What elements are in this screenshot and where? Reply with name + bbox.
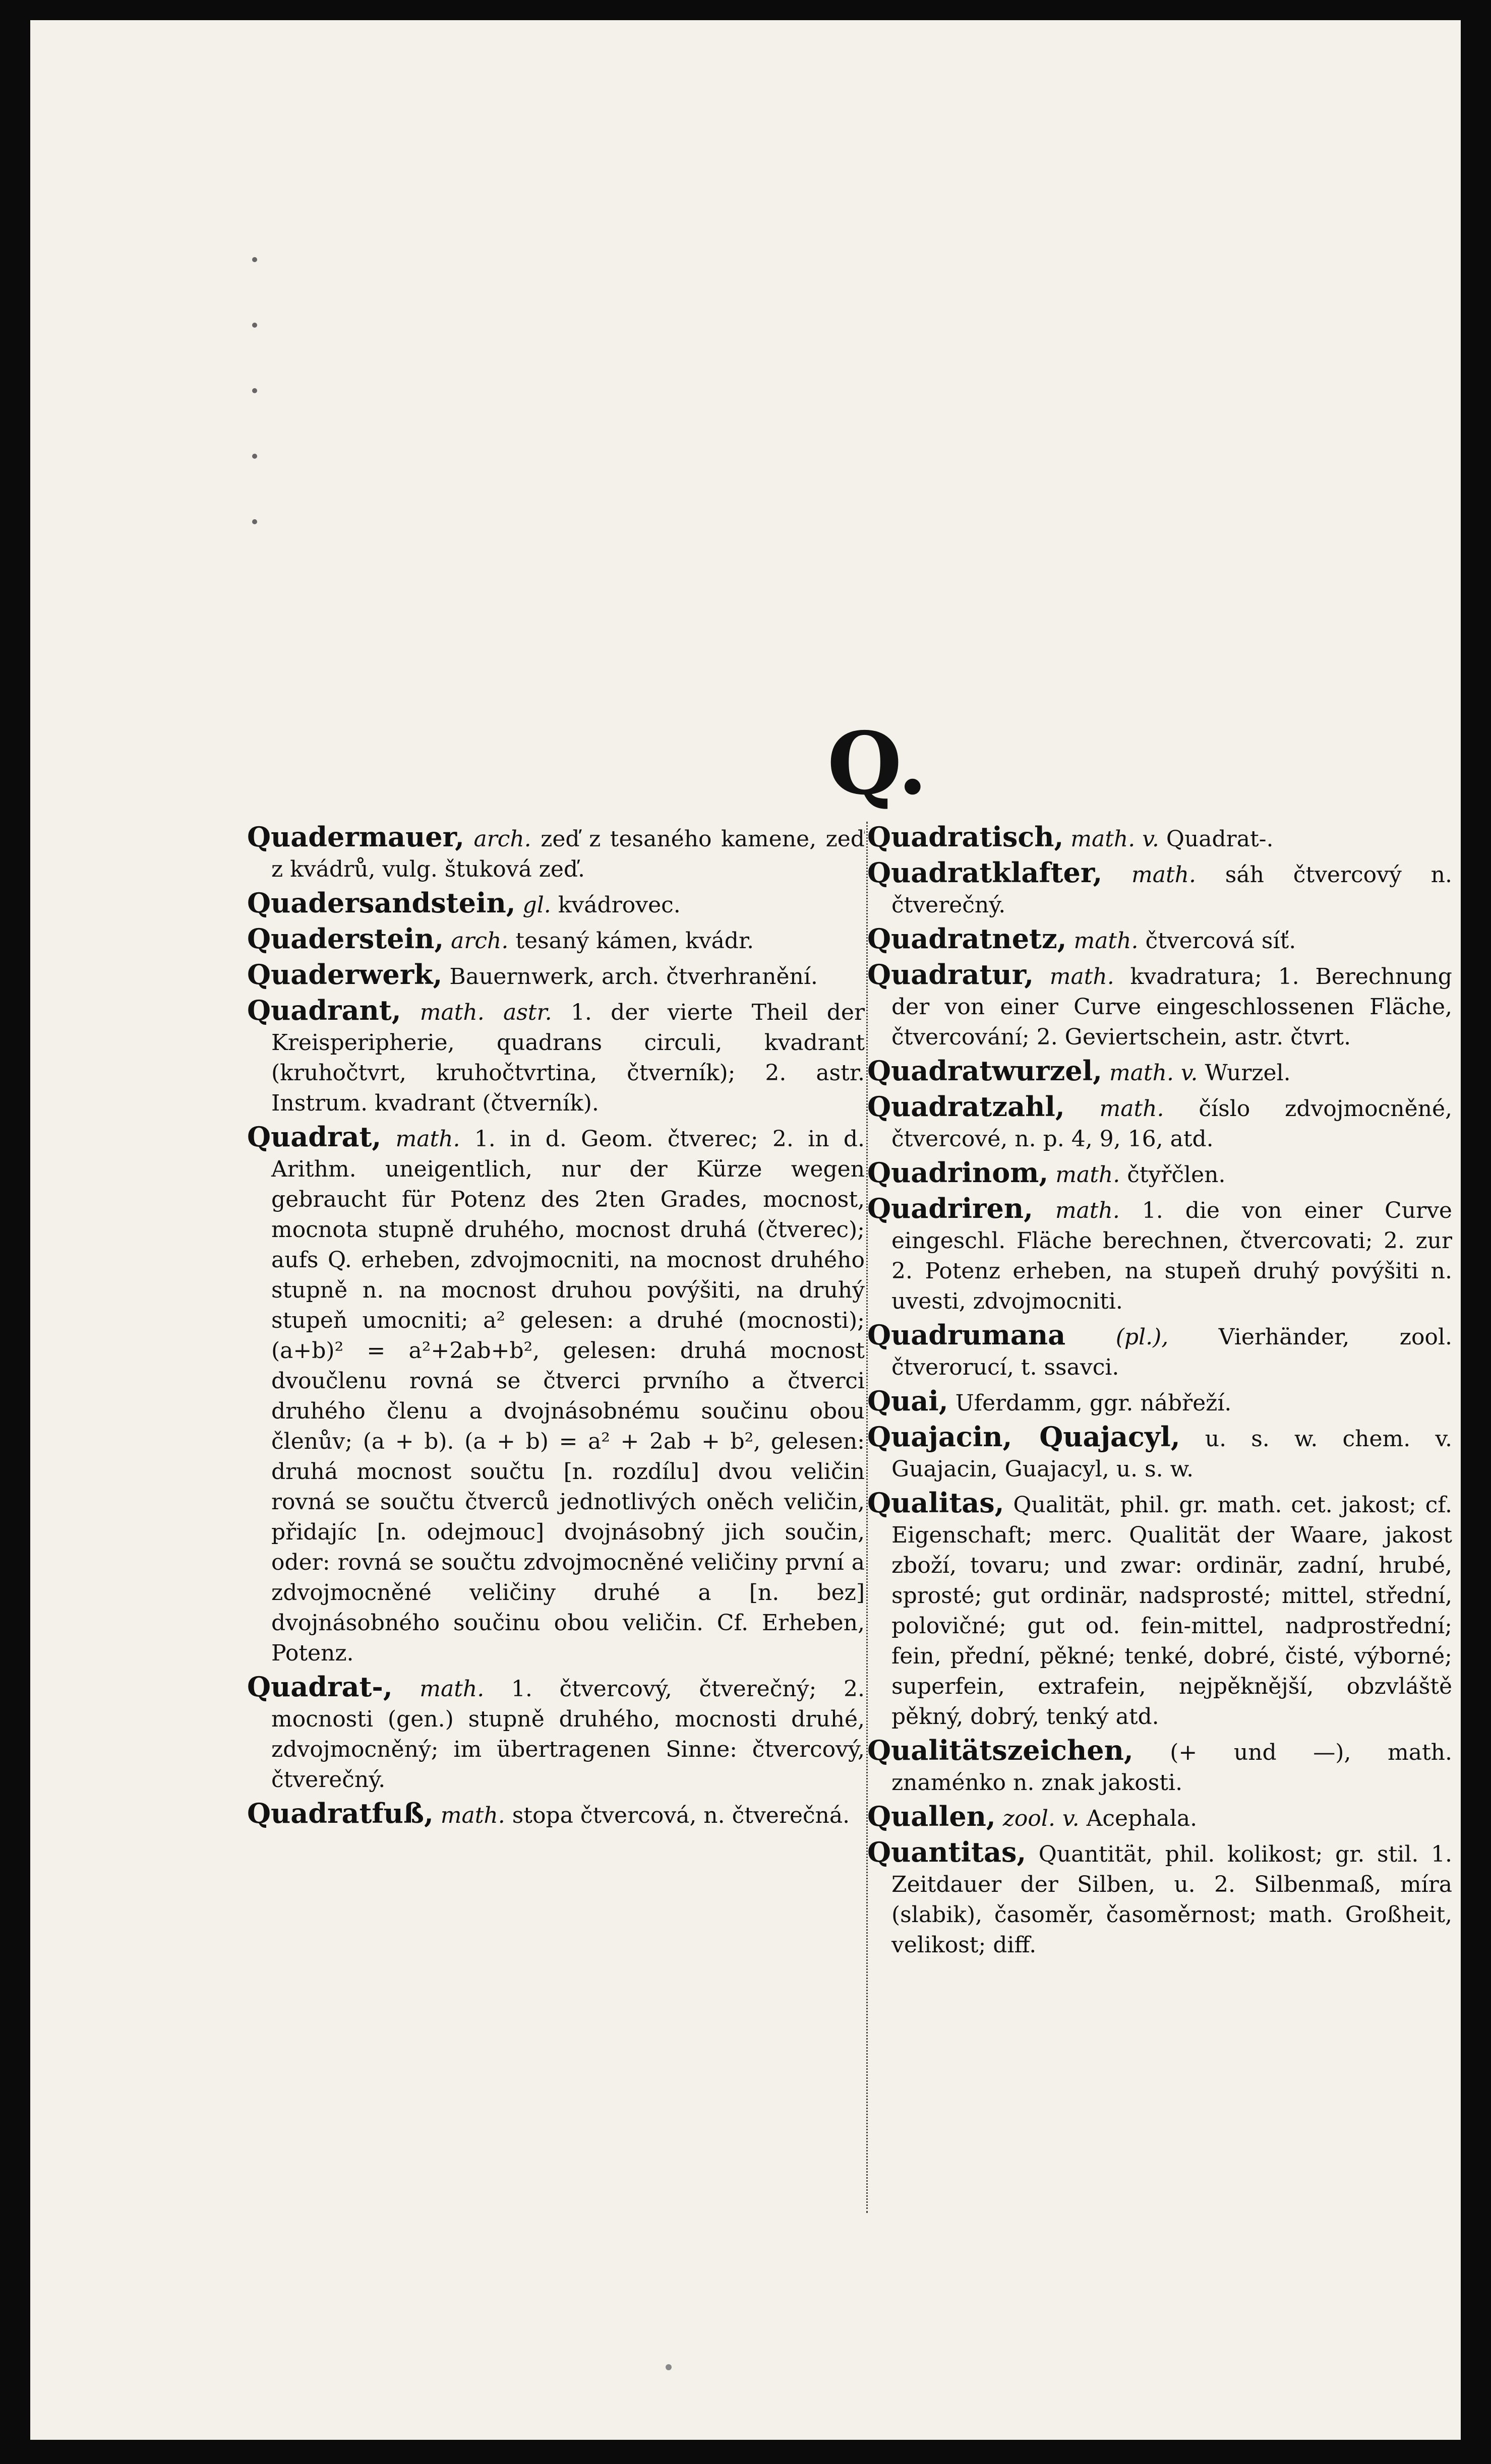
dictionary-entry <box>867 1320 1452 1383</box>
entry-definition: tesaný kámen, kvádr. <box>515 928 754 954</box>
dictionary-entry <box>247 959 865 992</box>
entry-label: math. <box>1049 964 1114 990</box>
dictionary-entry <box>867 1157 1452 1190</box>
dictionary-entry <box>247 822 865 885</box>
entry-label: math. <box>1055 1162 1120 1188</box>
entry-headword: Quadermauer, <box>247 822 464 853</box>
right-column <box>867 822 1452 2410</box>
dictionary-entry <box>867 1488 1452 1732</box>
entry-definition: Qualität, phil. gr. math. cet. jakost; cf. Eigenschaft; merc. Qualität der Waare, jakost zboží, tovaru; und zwar: ordinär, zadní, hrubé, sprosté; gut ordinär, nadsprosté; mittel, střední, polovičné; gut od. fein-mittel, nadprostřední; fein, přední, pěkné; tenké, dobré, čisté, výborné; superfein, extrafein, nejpěknější, obzvláště pěkný, dobrý, tenký atd. <box>891 1492 1452 1730</box>
dictionary-entry <box>867 1422 1452 1485</box>
dictionary-entry <box>867 1735 1452 1798</box>
dictionary-entry <box>247 1798 865 1831</box>
dictionary-entry <box>247 995 865 1119</box>
entry-headword: Quadrat, <box>247 1121 382 1153</box>
dictionary-entry <box>867 1091 1452 1154</box>
entry-definition: číslo zdvojmocněné, čtvercové, n. p. 4, 9, 16, atd. <box>891 1096 1452 1152</box>
entry-headword: Quadratnetz, <box>867 922 1067 955</box>
left-column <box>247 822 865 2410</box>
entry-headword: Quadrumana <box>867 1319 1066 1351</box>
entry-definition: 1. in d. Geom. čtverec; 2. in d. Arithm. uneigentlich, nur der Kürze wegen gebraucht für Potenz des 2ten Grades, mocnost, mocnota stupně druhého, mocnost druhá (čtverec); aufs Q. erheben, zdvojmocniti, na mocnost druhého stupně n. na mocnost druhou povýšiti, na druhý stupeň umocniti; a² gelesen: a druhé (mocnosti); (a+b)² = a²+2ab+b², gelesen: druhá mocnost dvoučlenu rovná se čtverci prvního a čtverci druhého členu a dvojnásobnému součinu obou členův; (a + b). (a + b) = a² + 2ab + b², gelesen: druhá mocnost součtu [n. rozdílu] dvou veličin rovná se součtu čtverců jednotlivých oněch veličin, přidajíc [n. odejmouc] dvojnásobný jich součin, oder: rovná se součtu zdvojmocněné veličiny první a zdvojmocněné veličiny druhé a [n. bez] dvojnásobného součinu obou veličin. Cf. Erheben, Potenz. <box>271 1126 865 1666</box>
entry-label: gl. <box>522 892 551 918</box>
dictionary-entry <box>867 923 1452 956</box>
entry-definition: kvádrovec. <box>558 892 681 918</box>
entry-definition: Wurzel. <box>1205 1060 1291 1086</box>
section-letter: Q. <box>827 713 928 814</box>
entry-headword: Quadratwurzel, <box>867 1055 1102 1087</box>
entry-definition: čtvercová síť. <box>1145 928 1296 954</box>
entry-label: arch. <box>451 928 509 954</box>
margin-marks <box>252 257 262 711</box>
entry-headword: Quantitas, <box>867 1836 1027 1868</box>
entry-headword: Quadratzahl, <box>867 1090 1065 1123</box>
entry-definition: Acephala. <box>1086 1806 1198 1831</box>
dictionary-entry <box>247 1672 865 1795</box>
entry-headword: Quadratklafter, <box>867 856 1103 889</box>
entry-label: zool. v. <box>1002 1806 1080 1831</box>
entry-definition: Quantität, phil. kolikost; gr. stil. 1. Zeitdauer der Silben, u. 2. Silbenmaß, míra (slabik), časoměr, časoměrnost; math. Großheit, velikost; diff. <box>891 1841 1452 1958</box>
entry-label: math. <box>1099 1096 1164 1122</box>
entry-headword: Quadrinom, <box>867 1156 1049 1189</box>
dictionary-entry <box>867 1193 1452 1317</box>
entry-definition: 1. čtvercový, čtverečný; 2. mocnosti (gen.) stupně druhého, mocnosti druhé, zdvojmocněný; im übertragenen Sinne: čtvercový, čtverečný. <box>271 1676 865 1793</box>
entry-label: math. v. <box>1070 826 1159 852</box>
entry-headword: Quadratur, <box>867 958 1034 991</box>
bleed-through-text <box>257 197 1461 776</box>
entry-label: math. <box>1073 928 1139 954</box>
entry-headword: Quadrant, <box>247 994 401 1026</box>
entry-definition: kvadratura; 1. Berechnung der von einer Curve eingeschlossenen Fläche, čtvercování; 2. Geviertschein, astr. čtvrt. <box>891 964 1452 1050</box>
dictionary-entry <box>867 1837 1452 1960</box>
dictionary-entry <box>867 822 1452 854</box>
dictionary-entry <box>247 1122 865 1669</box>
entry-label: math. astr. <box>420 1000 552 1025</box>
entry-headword: Quadersandstein, <box>247 887 516 919</box>
entry-headword: Quai, <box>867 1385 948 1417</box>
entry-definition: zeď z tesaného kamene, zeď z kvádrů, vulg. štuková zeď. <box>271 826 865 882</box>
entry-definition: 1. die von einer Curve eingeschl. Fläche berechnen, čtvercovati; 2. zur 2. Potenz erheben, na stupeň druhý povýšiti n. uvesti, zdvojmocniti. <box>891 1198 1452 1314</box>
entry-definition: Vierhänder, zool. čtverorucí, t. ssavci. <box>891 1324 1452 1380</box>
dictionary-entry <box>867 1386 1452 1419</box>
entry-definition: Quadrat-. <box>1166 826 1274 852</box>
entry-headword: Quaderstein, <box>247 922 444 955</box>
entry-headword: Quajacin, Quajacyl, <box>867 1421 1180 1453</box>
entry-label: math. <box>1055 1198 1120 1223</box>
entry-definition: čtyřčlen. <box>1127 1162 1226 1188</box>
entry-headword: Qualitas, <box>867 1487 1004 1519</box>
entry-definition: 1. der vierte Theil der Kreisperipherie, quadrans circuli, kvadrant (kruhočtvrt, kruhočtvrtina, čtverník); 2. astr. Instrum. kvadrant (čtverník). <box>271 1000 865 1116</box>
entry-headword: Quaderwerk, <box>247 958 443 991</box>
entry-headword: Quallen, <box>867 1800 996 1832</box>
dictionary-entry <box>247 888 865 920</box>
dictionary-entry <box>867 1801 1452 1834</box>
entry-headword: Quadriren, <box>867 1192 1033 1224</box>
entry-definition: Uferdamm, ggr. nábřeží. <box>955 1390 1232 1416</box>
entry-headword: Qualitätszeichen, <box>867 1734 1134 1766</box>
entry-definition: u. s. w. chem. v. Guajacin, Guajacyl, u. s. w. <box>891 1426 1452 1482</box>
entry-label: math. v. <box>1109 1060 1198 1086</box>
entry-headword: Quadratisch, <box>867 822 1064 853</box>
dictionary-entry <box>867 959 1452 1053</box>
dictionary-entry <box>247 923 865 956</box>
dictionary-entry <box>867 857 1452 920</box>
dictionary-page <box>30 20 1461 2440</box>
entry-definition: (+ und —), math. znaménko n. znak jakosti. <box>891 1740 1452 1796</box>
dictionary-entry <box>867 1056 1452 1088</box>
entry-label: math. <box>395 1126 460 1152</box>
entry-headword: Quadrat-, <box>247 1671 393 1703</box>
entry-headword: Quadratfuß, <box>247 1797 434 1829</box>
entry-label: arch. <box>473 826 531 852</box>
entry-definition: sáh čtvercový n. čtverečný. <box>891 862 1452 918</box>
page-smudge <box>666 2364 672 2370</box>
entry-label: math. <box>1131 862 1196 888</box>
entry-definition: Bauernwerk, arch. čtverhranění. <box>449 964 818 990</box>
entry-label: (pl.), <box>1115 1324 1169 1350</box>
entry-label: math. <box>440 1803 505 1828</box>
entry-definition: stopa čtvercová, n. čtverečná. <box>512 1803 850 1828</box>
entry-label: math. <box>420 1676 485 1702</box>
